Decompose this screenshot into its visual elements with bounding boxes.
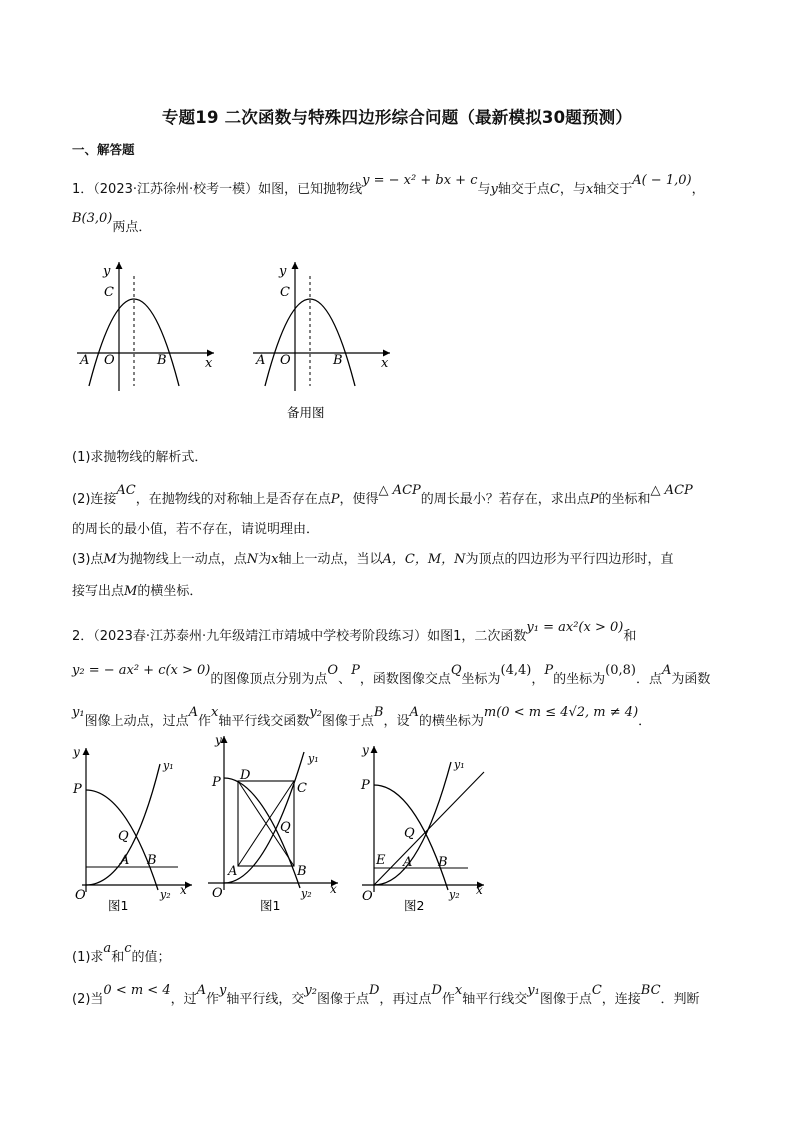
- q2-var: A: [188, 705, 198, 720]
- q1-var: N: [246, 552, 259, 567]
- figure-caption: 图2: [404, 898, 425, 913]
- q2-var: y₂: [304, 983, 317, 998]
- q2-text: ，连接: [601, 992, 641, 1007]
- q2-text: ，再过点: [379, 992, 432, 1007]
- q2-text: ，函数图像交点: [359, 672, 451, 687]
- label-y1: y₁: [454, 758, 465, 771]
- label-q: Q: [118, 829, 129, 844]
- q1-text: 轴交于: [593, 182, 633, 197]
- q2-text: ．点: [635, 672, 662, 687]
- label-y2: y₂: [160, 888, 171, 901]
- label-y: y: [103, 264, 111, 279]
- label-o: O: [75, 888, 86, 903]
- label-o: O: [362, 889, 373, 904]
- q2-text: (1)求: [72, 950, 104, 965]
- q2-var: c: [124, 941, 132, 956]
- label-a: A: [228, 864, 238, 879]
- q1-text: 为: [258, 552, 272, 567]
- q1-triangle: △ ACP: [378, 483, 421, 498]
- label-b: B: [297, 864, 307, 879]
- label-x: x: [476, 883, 483, 897]
- page-title: 专题19 二次函数与特殊四边形综合问题（最新模拟30题预测）: [161, 108, 633, 127]
- q2-text: 轴平行线，交: [226, 992, 305, 1007]
- q2-var: B: [373, 705, 384, 720]
- label-y2: y₂: [301, 887, 312, 900]
- q1-text: 两点．: [112, 220, 152, 235]
- q2-figure-1b: [200, 730, 350, 915]
- q2-text: 图像于点: [316, 992, 369, 1007]
- q2-text: 图像于点: [321, 714, 374, 729]
- q2-text: ．: [638, 714, 652, 729]
- q2-text: 轴平行线交函数: [218, 714, 310, 729]
- q1-text: (2)连接: [72, 492, 117, 507]
- label-c: C: [297, 781, 307, 796]
- label-q: Q: [280, 820, 291, 835]
- label-q: Q: [404, 826, 415, 841]
- q2-p-coord: (0,8): [605, 663, 636, 678]
- q2-text: 为函数: [671, 672, 711, 687]
- q2-text: 坐标为: [461, 672, 501, 687]
- figure-caption: 图1: [108, 898, 129, 912]
- q1-text: 为抛物线上一动点，点: [116, 552, 247, 567]
- q1-number: 1．: [72, 182, 94, 197]
- label-c: C: [104, 285, 114, 300]
- q1-text: 的周长最小？若存在，求出点: [420, 492, 590, 507]
- q1-text: ，: [691, 182, 705, 197]
- q1-part-2-line-2: [72, 518, 319, 537]
- q1-text: 的周长的最小值，若不存在，请说明理由．: [72, 522, 320, 537]
- label-p: P: [73, 782, 82, 797]
- q1-seg-ac: AC: [116, 483, 136, 498]
- q1-text: 与: [477, 182, 491, 197]
- q1-text: 轴上一动点，当以: [278, 552, 383, 567]
- q1-text: ，在抛物线的对称轴上是否存在点: [135, 492, 331, 507]
- q1-text: 为顶点的四边形为平行四边形时，直: [465, 552, 674, 567]
- q1-var: x: [271, 552, 279, 567]
- q1-source: （2023·江苏徐州·校考一模）: [93, 182, 259, 197]
- q1-line-1: [72, 173, 705, 197]
- q1-text: 的横坐标．: [137, 584, 203, 599]
- q2-condition: 0 < m < 4: [103, 983, 171, 998]
- q2-source: （2023春·江苏泰州·九年级靖江市靖城中学校考阶段练习）: [93, 629, 428, 644]
- q1-var: P: [589, 492, 599, 507]
- section-heading: 一、解答题: [72, 142, 135, 157]
- q2-var: x: [454, 983, 463, 998]
- q2-part-2: [72, 983, 700, 1007]
- label-x: x: [330, 882, 337, 896]
- q2-var: P: [351, 663, 360, 678]
- q2-var: y₁: [72, 705, 85, 720]
- label-b: B: [157, 353, 167, 368]
- q1-figure-spare: [248, 256, 408, 426]
- q1-line-2: [72, 211, 152, 235]
- q2-figure-2: [356, 740, 496, 915]
- label-o: O: [104, 353, 115, 368]
- q2-text: 图像上动点，过点: [84, 714, 189, 729]
- q1-var: M: [124, 584, 138, 599]
- q1-part-2-line-1: [72, 483, 693, 507]
- q1-figure-main: [72, 256, 232, 396]
- q2-text: ，: [531, 672, 545, 687]
- label-x: x: [205, 356, 213, 371]
- q2-text: 如图1，二次函数: [427, 629, 527, 644]
- label-p: P: [212, 775, 221, 790]
- q2-var: D: [431, 983, 442, 998]
- q2-text: 的横坐标为: [418, 714, 484, 729]
- label-y: y: [73, 745, 80, 759]
- q1-text: ，与: [559, 182, 586, 197]
- q2-number: 2．: [72, 629, 94, 644]
- q1-var: M: [103, 552, 117, 567]
- q2-q-coord: (4,4): [500, 663, 532, 678]
- label-b: B: [438, 855, 448, 870]
- q1-text: (3)点: [72, 552, 104, 567]
- label-b: B: [147, 853, 157, 868]
- label-y1: y₁: [308, 752, 319, 765]
- q2-text: ，过: [170, 992, 197, 1007]
- label-e: E: [376, 853, 386, 868]
- q2-var: x: [210, 705, 219, 720]
- q1-point-b: B(3,0): [72, 211, 113, 226]
- q2-var: C: [591, 983, 602, 998]
- q2-seg-bc: BC: [640, 983, 661, 998]
- label-b: B: [333, 353, 343, 368]
- label-x: x: [381, 356, 389, 371]
- q1-text: 如图，已知抛物线: [258, 182, 363, 197]
- q2-var: a: [103, 941, 112, 956]
- label-a: A: [403, 855, 413, 870]
- q2-text: 的值；: [131, 950, 171, 965]
- q1-text: ，使得: [339, 492, 379, 507]
- figure-caption: 备用图: [287, 405, 325, 420]
- label-x: x: [180, 883, 187, 897]
- q2-text: 和: [111, 950, 125, 965]
- q2-part-1: [72, 941, 171, 965]
- label-a: A: [256, 353, 266, 368]
- q2-var: D: [368, 983, 380, 998]
- q1-part-3-line-2: [72, 580, 202, 599]
- q2-text: ，设: [383, 714, 410, 729]
- q2-var: y₂: [309, 705, 322, 720]
- q2-var: A: [661, 663, 672, 678]
- q1-triangle: △ ACP: [650, 483, 693, 498]
- q2-line-1: [72, 620, 637, 644]
- q2-text: 图像于点: [539, 992, 592, 1007]
- label-y2: y₂: [449, 888, 460, 901]
- q2-line-2: [72, 663, 711, 687]
- q1-var: C: [549, 182, 560, 197]
- q2-text: 作: [441, 992, 455, 1007]
- q1-point-a: A( − 1,0): [632, 173, 692, 188]
- q1-text: 的坐标和: [598, 492, 651, 507]
- label-c: C: [280, 285, 290, 300]
- q2-var: O: [327, 663, 339, 678]
- q2-text: 、: [338, 672, 352, 687]
- q2-line-3: [72, 705, 652, 729]
- q2-text: 作: [206, 992, 220, 1007]
- q2-var: y₁: [527, 983, 540, 998]
- label-y: y: [215, 733, 222, 747]
- label-y1: y₁: [163, 759, 174, 772]
- q2-text: 和: [623, 629, 637, 644]
- q1-text: 接写出点: [72, 584, 125, 599]
- q2-var: P: [544, 663, 554, 678]
- label-y: y: [279, 264, 287, 279]
- q1-text: (1)求抛物线的解析式．: [72, 450, 208, 465]
- q2-text: 轴平行线交: [462, 992, 528, 1007]
- q1-text: 轴交于点: [497, 182, 550, 197]
- q2-text: 的图像顶点分别为点: [210, 672, 328, 687]
- q2-text: 作: [197, 714, 211, 729]
- q1-var: P: [330, 492, 340, 507]
- figure-caption: 图1: [260, 898, 281, 913]
- q1-var: A，C，M，N: [382, 552, 466, 567]
- q2-range: m(0 < m ≤ 4√2, m ≠ 4): [483, 705, 639, 720]
- q2-var: A: [409, 705, 419, 720]
- label-o: O: [212, 886, 223, 901]
- q1-var: x: [585, 182, 594, 197]
- q2-text: 的坐标为: [553, 672, 606, 687]
- q1-var: y: [490, 182, 498, 197]
- q2-equation-2: y₂ = − ax² + c(x > 0): [72, 663, 211, 678]
- q2-var: Q: [450, 663, 462, 678]
- label-p: P: [361, 778, 370, 793]
- label-a: A: [80, 353, 90, 368]
- q2-equation-1: y₁ = ax²(x > 0): [526, 620, 624, 635]
- label-y: y: [362, 743, 369, 757]
- q1-equation: y = − x² + bx + c: [362, 173, 478, 188]
- q2-figure-1a: [70, 742, 200, 912]
- label-d: D: [240, 768, 251, 783]
- q2-text: ．判断: [660, 992, 700, 1007]
- q2-var: A: [196, 983, 207, 998]
- q2-text: (2)当: [72, 992, 104, 1007]
- label-a: A: [120, 853, 130, 868]
- label-o: O: [280, 353, 291, 368]
- q1-part-3-line-1: [72, 548, 674, 567]
- q2-var: y: [219, 983, 227, 998]
- q1-part-1: [72, 446, 207, 465]
